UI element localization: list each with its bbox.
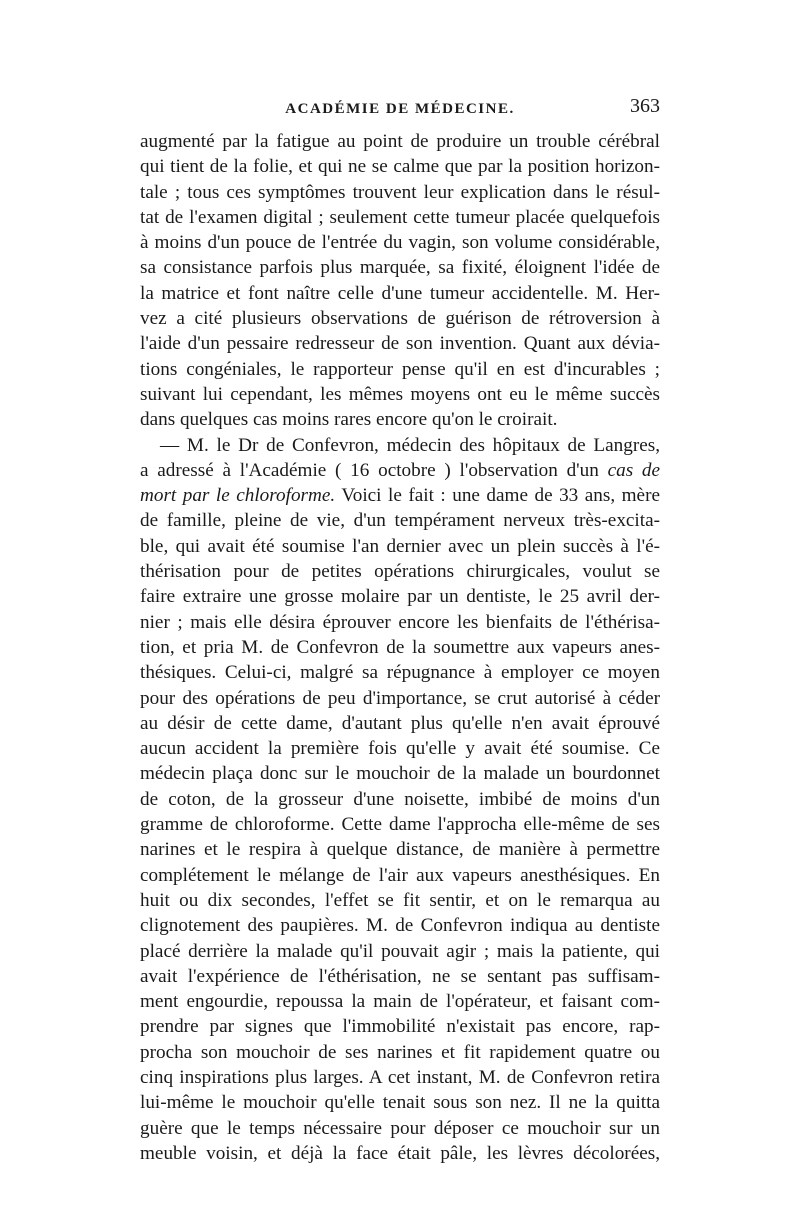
text-line: pour des opérations de peu d'importance, se crut autorisé à céder [140, 687, 660, 709]
text-line: la matrice et font naître celle d'une tumeur accidentelle. M. Her- [140, 282, 660, 304]
text-line: au désir de cette dame, d'autant plus qu'elle n'en avait éprouvé [140, 712, 660, 734]
running-head [140, 95, 660, 123]
text-segment: a adressé à l'Académie ( 16 octobre ) l'observation d'un [140, 459, 599, 481]
text-line: à moins d'un pouce de l'entrée du vagin, son volume considérable, [140, 232, 660, 254]
body-text [140, 129, 660, 1166]
paragraph-2 [140, 433, 660, 1167]
text-line: de famille, pleine de vie, d'un tempérament nerveux très-excita- [140, 510, 660, 532]
text-line: huit ou dix secondes, l'effet se fit sentir, et on le remarqua au [140, 889, 660, 911]
text-line: de coton, de la grosseur d'une noisette, imbibé de moins d'un [140, 788, 660, 810]
text-line: aucun accident la première fois qu'elle y avait été soumise. Ce [140, 738, 660, 760]
text-segment: Voici le fait : une dame de 33 ans, mère [341, 485, 660, 507]
text-line: faire extraire une grosse molaire par un dentiste, le 25 avril der- [140, 586, 660, 608]
text-line: nier ; mais elle désira éprouver encore les bienfaits de l'éthérisa- [140, 611, 660, 633]
text-line: ment engourdie, repoussa la main de l'opérateur, et faisant com- [140, 991, 660, 1013]
text-line: médecin plaça donc sur le mouchoir de la malade un bourdonnet [140, 763, 660, 785]
text-line: thérisation pour de petites opérations chirurgicales, voulut se [140, 561, 660, 583]
text-line: tat de l'examen digital ; seulement cette tumeur placée quelquefois [140, 206, 660, 228]
text-line: qui tient de la folie, et qui ne se calme que par la position horizon- [140, 156, 660, 178]
text-line: — M. le Dr de Confevron, médecin des hôpitaux de Langres, [160, 434, 660, 456]
text-line [140, 483, 660, 508]
page-number: 363 [630, 95, 660, 117]
text-line: l'aide d'un pessaire redresseur de son invention. Quant aux dévia- [140, 333, 660, 355]
text-line: avait l'expérience de l'éthérisation, ne se sentant pas suffisam- [140, 965, 660, 987]
book-page [140, 95, 660, 1166]
text-line: clignotement des paupières. M. de Confevron indiqua au dentiste [140, 915, 660, 937]
text-line: lui-même le mouchoir qu'elle tenait sous son nez. Il ne la quitta [140, 1092, 660, 1114]
italic-phrase: mort par le chloroforme. [140, 485, 336, 507]
text-line: procha son mouchoir de ses narines et fit rapidement quatre ou [140, 1041, 660, 1063]
text-line: guère que le temps nécessaire pour déposer ce mouchoir sur un [140, 1117, 660, 1139]
text-line: cinq inspirations plus larges. A cet instant, M. de Confevron retira [140, 1066, 660, 1088]
text-line: augmenté par la fatigue au point de produire un trouble cérébral [140, 131, 660, 152]
text-line: vez a cité plusieurs observations de guérison de rétroversion à [140, 308, 660, 330]
text-line: ble, qui avait été soumise l'an dernier avec un plein succès à l'é- [140, 535, 660, 557]
text-line: tale ; tous ces symptômes trouvent leur explication dans le résul- [140, 181, 660, 203]
text-line: tions congéniales, le rapporteur pense qu'il en est d'incurables ; [140, 358, 660, 380]
text-line: sa consistance parfois plus marquée, sa fixité, éloignent l'idée de [140, 257, 660, 279]
text-line: meuble voisin, et déjà la face était pâle, les lèvres décolorées, [140, 1142, 660, 1164]
running-title: ACADÉMIE DE MÉDECINE. [285, 101, 515, 117]
italic-phrase: cas de [607, 459, 661, 481]
text-line: prendre par signes que l'immobilité n'existait pas encore, rap- [140, 1016, 660, 1038]
text-line: thésiques. Celui-ci, malgré sa répugnance à employer ce moyen [140, 662, 660, 684]
paragraph-1 [140, 129, 660, 433]
text-line: tion, et pria M. de Confevron de la soumettre aux vapeurs anes- [140, 636, 660, 658]
text-line: suivant lui cependant, les mêmes moyens ont eu le même succès [140, 383, 660, 405]
text-line: narines et le respira à quelque distance, de manière à permettre [140, 839, 660, 861]
text-line: complétement le mélange de l'air aux vapeurs anesthésiques. En [140, 864, 660, 886]
text-line [140, 458, 660, 483]
text-line: gramme de chloroforme. Cette dame l'approcha elle-même de ses [140, 814, 660, 836]
text-line: dans quelques cas moins rares encore qu'on le croirait. [140, 409, 558, 431]
text-line: placé derrière la malade qu'il pouvait agir ; mais la patiente, qui [140, 940, 660, 962]
